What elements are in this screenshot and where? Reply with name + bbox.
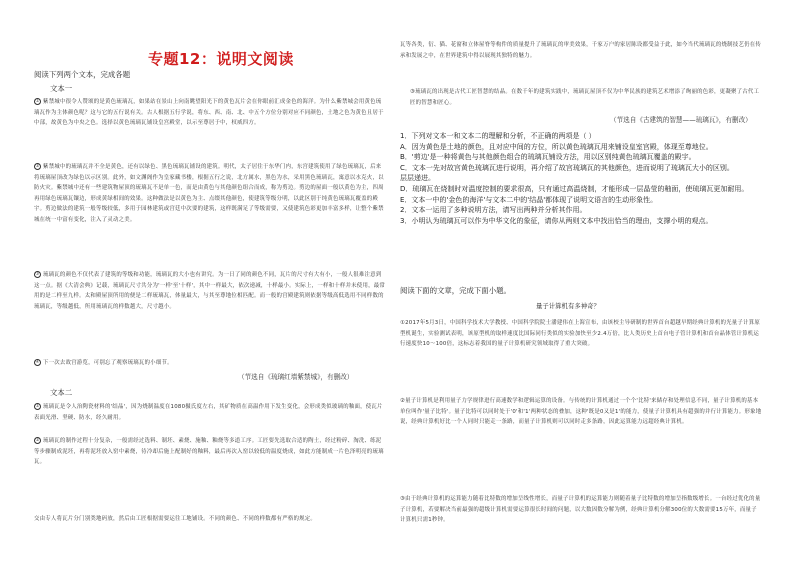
paragraph-text: 下一次去故宫游览，可别忘了观察琉璃瓦的小细节。 — [43, 360, 173, 366]
paragraph-text: 紫禁城中的琉璃瓦并不全是黄色，还有以绿色、黑色琉璃瓦铺设的建筑。明代，太子居住于东华门内，东宫建筑使用了绿色琉璃瓦，后来将琉璃屋顶改为绿色以示区别。此外，如文渊阁作为皇家藏书楼，根据五行之说，北方属水，黑色为水，采用黑色琉璃瓦，寓意以水克火，以防火灾。紫禁城中还有一些建筑物屋顶的琉璃瓦不是单一色，而是由黄色与其他颜色组合而成，称为剪边。剪边的屋面一般以黄色为主，四周再用绿色琉璃瓦镶边，形成黄绿相间的效果。这种做法是以黄色为主、点缀其他颜色，使建筑等级分明，以此区别于纯黄色琉璃瓦覆盖的殿宇。剪边做法的建筑一般等级较低，多用于园林建筑或宫廷中次要的建筑，这样既满足了等级需要，又使建筑色彩更加丰富多样，让整个紫禁城在统一中富有变化，注入了灵动之美。 — [34, 164, 384, 223]
text1-paragraph-1 — [34, 97, 386, 161]
text2-source: （节选自《古建筑的智慧——琉璃瓦》，有删改） — [610, 116, 752, 124]
text1-source: （节选自《琉璃红墙紫禁城》，有删改） — [238, 373, 354, 381]
text1-paragraph-3 — [34, 270, 386, 356]
paragraph-number: ② — [400, 398, 406, 404]
option-e: E．文本一中的'金色的海洋'与文本二中的'结晶'都体现了说明文语言的生动形象性。 — [400, 195, 658, 204]
paragraph-text: 由于经典计算机的运算能力随着比特数的增加呈线性增长，而量子计算机的运算能力则随着量子比特数的增加呈指数级增长。一台经过优化的量子计算机，若要解决当前最强的超级计算机需要运算很长时间的问题，以大数因数分解为例，经典计算机分解300位的大数需要15万年，而量子计算机只需1秒钟。 — [400, 496, 761, 524]
question-3: 3．小明认为琉璃瓦可以作为中华文化的象征，请你从两则文本中找出恰当的理由，支撑小明的观点。 — [400, 216, 713, 225]
paragraph-text: 瓦等各类，衍、猫、花窗和立体屋脊等构件的质量提升了琉璃瓦的审美效果，千家万户的家居陈设都受益于此，如今当代琉璃瓦的烧制技艺仍在传承和发展之中，在世界建筑中得以展现其独特的魅力。 — [400, 42, 762, 59]
text2-paragraph-2 — [34, 436, 386, 512]
paragraph-text: 琉璃瓦是令人治陶瓷材料的'结晶'，因为烧制温度在1080摄氏度左右，其矿物质在高温作用下发生变化，会形成类似玻璃的釉面，使瓦片表面光滑、坚硬、防水，经久耐用。 — [34, 404, 383, 421]
text2-paragraph-1 — [34, 402, 386, 434]
text2-paragraph-continued — [400, 40, 762, 84]
page-title: 专题12：说明文阅读 — [148, 50, 294, 68]
question-2: 2．文本一运用了多种说明方法，请写出两种并分析其作用。 — [400, 206, 587, 215]
paragraph-number: ① — [35, 404, 40, 409]
paragraph-number: ③ — [35, 272, 40, 277]
paragraph-text: ③琉璃瓦的出现是古代工匠智慧的结晶。在数千年的建筑实践中，琉璃瓦屋顶不仅为中华民族的建筑艺术增添了绚丽的色彩，更凝聚了古代工匠的智慧和匠心。 — [410, 89, 760, 106]
question-1-stem: 1．下列对文本一和文本二的理解和分析，不正确的两项是（ ） — [400, 132, 596, 140]
text2-paragraph-2-continued — [34, 514, 386, 536]
paragraph-text: 琉璃瓦的制作过程十分复杂，一般需经过选料、制坯、素烧、施釉、釉烧等多道工序。工匠要先选取合适的陶土，经过粉碎、淘洗、练泥等步骤制成泥坯，再将泥坯放入窑中素烧，待冷却后施上配制好的釉料，最后再次入窑以较低的温度烧成，如此方能制成一片色泽明亮的琉璃瓦。 — [34, 438, 384, 466]
article-title: 量子计算机有多神奇？ — [536, 302, 600, 310]
paragraph-number: ④ — [35, 360, 40, 365]
article-paragraph-3 — [400, 494, 762, 548]
reading-instruction-2: 阅读下面的文章，完成下面小题。 — [400, 286, 511, 295]
paragraph-number: ① — [35, 99, 40, 104]
paragraph-number: ② — [35, 438, 40, 443]
option-d: D．琉璃瓦在烧制时对温度控制的要求很高，只有通过高温烧制，才能形成一层晶莹的釉面，使琉璃瓦更加耐用。 — [400, 184, 749, 193]
paragraph-number: ③ — [400, 496, 406, 502]
text2-paragraph-3 — [400, 87, 762, 109]
right-column — [400, 0, 766, 562]
article-paragraph-1 — [400, 318, 762, 394]
paragraph-text: 琉璃瓦的颜色不仅代表了建筑的等级和功能，琉璃瓦的大小也有讲究。为一日了同的颜色不同，瓦片的尺寸有大有小，一般人很难注意到这一点。据《大清会典》记载，琉璃瓦尺寸共分为'一样'至'十样'，其中一样最大，依次递减，十样最小。实际上，一样和十样并未使用，最常用的是二样至九样。太和殿屋顶所用的便是二样琉璃瓦，体量最大，与其至尊地位相匹配。而一般的宫殿建筑则依据等级高低选用不同样数的琉璃瓦，等级越低，所用琉璃瓦的样数越大，尺寸越小。 — [34, 272, 386, 310]
paragraph-text: 紫禁城中很令人赞颂的是黄色琉璃瓦，如果站在景山上向南眺望阳光下的黄色瓦片会在你眼前汇成金色的海洋。为什么紫禁城会用黄色琉璃瓦作为主体颜色呢？这与它的五行说有关。古人根据五行学说，将东、西、南、北、中五个方位分别对应不同颜色，土地之色为黄色且居于中部，故黄色为中央之色。选择以黄色琉璃瓦铺设皇宫殿堂，以示至尊居于中，权威四方。 — [34, 99, 384, 127]
paragraph-text: 2017年5月3日，中国科学技术大学教授、中国科学院院士潘建伟在上海宣布，由该校主导研制的世界首台超越早期经典计算机的光量子计算原型机诞生，实验测试表明，该原型机的取样速度比国际同行类似的实验加快至少2.4万倍，比人类历史上首台电子管计算机和首台晶体管计算机运行速度快10～100倍，这标志着我国的量子计算机研究领域取得了重大突破。 — [400, 320, 760, 348]
paragraph-number: ① — [400, 320, 406, 326]
option-a: A．因为黄色是土地的颜色，且对应中间的方位，所以黄色琉璃瓦用来铺设皇室宫殿，体现至尊地位。 — [400, 142, 713, 151]
option-c-continued: 层层递进。 — [400, 174, 435, 183]
paragraph-number: ② — [35, 164, 40, 169]
left-column — [28, 0, 388, 562]
option-b: B．'剪边'是一种将黄色与其他颜色组合的琉璃瓦铺设方法，用以区别纯黄色琉璃瓦覆盖的殿宇。 — [400, 153, 696, 162]
article-paragraph-2 — [400, 396, 762, 492]
text1-paragraph-4 — [34, 358, 386, 370]
option-c: C．文本一先对故宫黄色琉璃瓦进行说明，再介绍了故宫琉璃瓦的其他颜色，进而说明了琉璃瓦大小的区别。 — [400, 163, 734, 172]
paragraph-text: 量子计算机是利用量子力学规律进行高速数学和逻辑运算的设备。与传统的计算机通过一个个'比特'来储存和处理信息不同，量子计算机的基本单位叫作'量子比特'。量子比特可以同时处于'0'和'1'两种状态的叠加，这种'既是0又是1'的能力，使量子计算机具有超强的并行计算能力。形象地说，经典计算机好比一个人同时只能走一条路，而量子计算机则可以同时走多条路，因此运算能力远超经典计算机。 — [400, 398, 762, 426]
reading-instruction: 阅读下列两个文本，完成各题 — [34, 70, 131, 79]
text1-paragraph-2 — [34, 162, 386, 269]
text2-label: 文本二 — [50, 388, 73, 397]
paragraph-text: 交由专人将瓦片分门别类地码放，然后由工匠根据需要运往工地铺设。不同的颜色、不同的样数都有严格的规定。 — [34, 516, 317, 522]
text1-label: 文本一 — [50, 84, 73, 93]
